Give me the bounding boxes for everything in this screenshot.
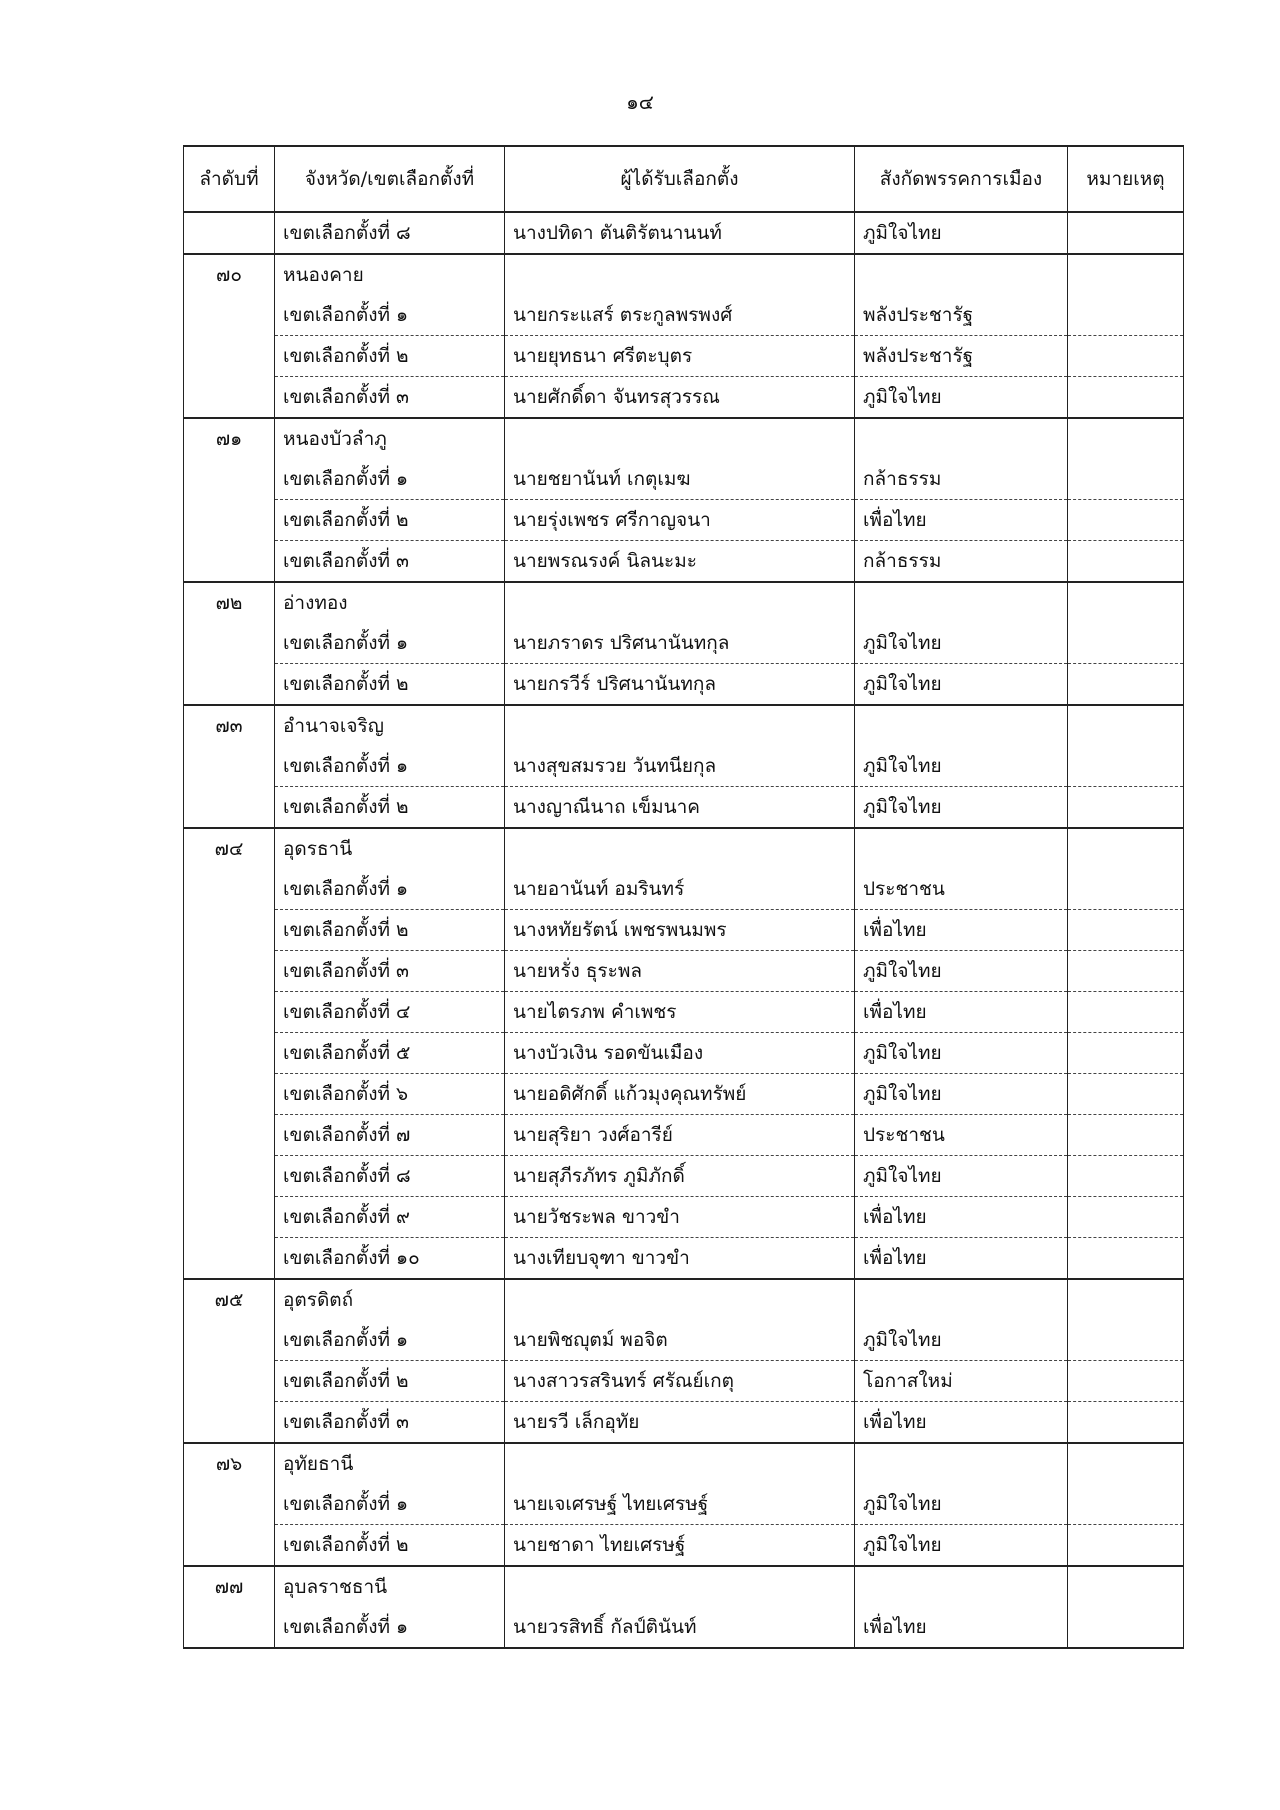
- row-number: [184, 787, 275, 829]
- note-cell: [1068, 1238, 1184, 1280]
- note-cell: [1068, 828, 1184, 869]
- elected-name: นายพรณรงค์ นิลนะมะ: [505, 541, 855, 583]
- election-results-table: [183, 145, 1184, 1649]
- province-name: อุดรธานี: [275, 828, 505, 869]
- province-name: อุบลราชธานี: [275, 1566, 505, 1607]
- district-row: [184, 541, 1184, 583]
- district-row: [184, 1197, 1184, 1238]
- district-row: [184, 1607, 1184, 1648]
- district-row: [184, 1156, 1184, 1197]
- table-header-row: [184, 146, 1184, 212]
- district-row: [184, 664, 1184, 706]
- note-cell: [1068, 1156, 1184, 1197]
- district-row: [184, 1033, 1184, 1074]
- district-label: เขตเลือกตั้งที่ ๒: [275, 1525, 505, 1567]
- district-row: [184, 787, 1184, 829]
- note-cell: [1068, 541, 1184, 583]
- elected-name: นายวรสิทธิ์ กัลป์ตินันท์: [505, 1607, 855, 1648]
- row-number: [184, 1361, 275, 1402]
- row-number: [184, 1525, 275, 1567]
- district-label: เขตเลือกตั้งที่ ๑: [275, 1320, 505, 1361]
- district-row: [184, 1115, 1184, 1156]
- district-row: [184, 951, 1184, 992]
- party-name: ภูมิใจไทย: [855, 1320, 1068, 1361]
- district-row: [184, 623, 1184, 664]
- elected-name: นายกระแสร์ ตระกูลพรพงศ์: [505, 295, 855, 336]
- party-name: ประชาชน: [855, 1115, 1068, 1156]
- note-cell: [1068, 1443, 1184, 1484]
- province-row: [184, 828, 1184, 869]
- elected-name: นายวัชระพล ขาวขำ: [505, 1197, 855, 1238]
- row-number: [184, 1074, 275, 1115]
- empty-cell: [505, 1566, 855, 1607]
- district-label: เขตเลือกตั้งที่ ๑: [275, 1607, 505, 1648]
- district-row: [184, 212, 1184, 254]
- district-label: เขตเลือกตั้งที่ ๔: [275, 992, 505, 1033]
- party-name: พลังประชารัฐ: [855, 295, 1068, 336]
- empty-cell: [505, 1443, 855, 1484]
- empty-cell: [505, 1279, 855, 1320]
- province-number: ๗๔: [184, 828, 275, 869]
- district-label: เขตเลือกตั้งที่ ๘: [275, 1156, 505, 1197]
- row-number: [184, 664, 275, 706]
- note-cell: [1068, 418, 1184, 459]
- note-cell: [1068, 1607, 1184, 1648]
- district-label: เขตเลือกตั้งที่ ๒: [275, 336, 505, 377]
- note-cell: [1068, 1033, 1184, 1074]
- header-no: ลำดับที่: [184, 146, 275, 212]
- note-cell: [1068, 910, 1184, 951]
- district-row: [184, 910, 1184, 951]
- note-cell: [1068, 1279, 1184, 1320]
- district-label: เขตเลือกตั้งที่ ๑: [275, 1484, 505, 1525]
- party-name: เพื่อไทย: [855, 1607, 1068, 1648]
- empty-cell: [855, 1279, 1068, 1320]
- row-number: [184, 1607, 275, 1648]
- party-name: เพื่อไทย: [855, 1402, 1068, 1444]
- page-number: ๑๔: [626, 90, 654, 114]
- note-cell: [1068, 1115, 1184, 1156]
- elected-name: นางสุขสมรวย วันทนียกุล: [505, 746, 855, 787]
- empty-cell: [855, 1566, 1068, 1607]
- party-name: เพื่อไทย: [855, 500, 1068, 541]
- district-label: เขตเลือกตั้งที่ ๓: [275, 951, 505, 992]
- district-label: เขตเลือกตั้งที่ ๓: [275, 1402, 505, 1444]
- note-cell: [1068, 336, 1184, 377]
- note-cell: [1068, 1320, 1184, 1361]
- elected-name: นายหรั่ง ธุระพล: [505, 951, 855, 992]
- party-name: โอกาสใหม่: [855, 1361, 1068, 1402]
- elected-name: นายอดิศักดิ์ แก้วมุงคุณทรัพย์: [505, 1074, 855, 1115]
- elected-name: นางหทัยรัตน์ เพชรพนมพร: [505, 910, 855, 951]
- empty-cell: [505, 828, 855, 869]
- district-row: [184, 1238, 1184, 1280]
- empty-cell: [505, 418, 855, 459]
- party-name: ภูมิใจไทย: [855, 1074, 1068, 1115]
- province-name: อ่างทอง: [275, 582, 505, 623]
- elected-name: นายชาดา ไทยเศรษฐ์: [505, 1525, 855, 1567]
- note-cell: [1068, 623, 1184, 664]
- party-name: กล้าธรรม: [855, 541, 1068, 583]
- district-label: เขตเลือกตั้งที่ ๒: [275, 910, 505, 951]
- province-name: หนองคาย: [275, 254, 505, 295]
- empty-cell: [855, 582, 1068, 623]
- elected-name: นายไตรภพ คำเพชร: [505, 992, 855, 1033]
- note-cell: [1068, 212, 1184, 254]
- province-number: ๗๒: [184, 582, 275, 623]
- party-name: พลังประชารัฐ: [855, 336, 1068, 377]
- district-label: เขตเลือกตั้งที่ ๒: [275, 1361, 505, 1402]
- party-name: เพื่อไทย: [855, 992, 1068, 1033]
- empty-cell: [505, 582, 855, 623]
- empty-cell: [855, 418, 1068, 459]
- elected-name: นายรุ่งเพชร ศรีกาญจนา: [505, 500, 855, 541]
- elected-name: นายชยานันท์ เกตุเมฆ: [505, 459, 855, 500]
- row-number: [184, 377, 275, 419]
- elected-name: นายเจเศรษฐ์ ไทยเศรษฐ์: [505, 1484, 855, 1525]
- party-name: ภูมิใจไทย: [855, 664, 1068, 706]
- elected-name: นายอานันท์ อมรินทร์: [505, 869, 855, 910]
- note-cell: [1068, 787, 1184, 829]
- party-name: ภูมิใจไทย: [855, 377, 1068, 419]
- row-number: [184, 992, 275, 1033]
- note-cell: [1068, 705, 1184, 746]
- party-name: เพื่อไทย: [855, 1238, 1068, 1280]
- row-number: [184, 746, 275, 787]
- district-label: เขตเลือกตั้งที่ ๑: [275, 869, 505, 910]
- district-label: เขตเลือกตั้งที่ ๖: [275, 1074, 505, 1115]
- row-number: [184, 1484, 275, 1525]
- district-row: [184, 336, 1184, 377]
- province-row: [184, 254, 1184, 295]
- party-name: ประชาชน: [855, 869, 1068, 910]
- note-cell: [1068, 377, 1184, 419]
- elected-name: นายยุทธนา ศรีตะบุตร: [505, 336, 855, 377]
- district-label: เขตเลือกตั้งที่ ๑: [275, 746, 505, 787]
- district-row: [184, 1320, 1184, 1361]
- province-number: ๗๕: [184, 1279, 275, 1320]
- party-name: ภูมิใจไทย: [855, 746, 1068, 787]
- district-row: [184, 1525, 1184, 1567]
- province-number: ๗๐: [184, 254, 275, 295]
- row-number: [184, 212, 275, 254]
- note-cell: [1068, 869, 1184, 910]
- district-row: [184, 295, 1184, 336]
- district-label: เขตเลือกตั้งที่ ๑: [275, 623, 505, 664]
- province-row: [184, 582, 1184, 623]
- district-row: [184, 746, 1184, 787]
- header-district: จังหวัด/เขตเลือกตั้งที่: [275, 146, 505, 212]
- party-name: ภูมิใจไทย: [855, 787, 1068, 829]
- note-cell: [1068, 295, 1184, 336]
- note-cell: [1068, 459, 1184, 500]
- elected-name: นางสาวรสรินทร์ ศรัณย์เกตุ: [505, 1361, 855, 1402]
- row-number: [184, 1320, 275, 1361]
- party-name: กล้าธรรม: [855, 459, 1068, 500]
- district-row: [184, 1402, 1184, 1444]
- province-number: ๗๖: [184, 1443, 275, 1484]
- row-number: [184, 1238, 275, 1280]
- elected-name: นายรวี เล็กอุทัย: [505, 1402, 855, 1444]
- district-label: เขตเลือกตั้งที่ ๘: [275, 212, 505, 254]
- district-label: เขตเลือกตั้งที่ ๒: [275, 500, 505, 541]
- elected-name: นายสุริยา วงศ์อารีย์: [505, 1115, 855, 1156]
- row-number: [184, 1402, 275, 1444]
- elected-name: นายภราดร ปริศนานันทกุล: [505, 623, 855, 664]
- row-number: [184, 1197, 275, 1238]
- note-cell: [1068, 992, 1184, 1033]
- province-name: หนองบัวลำภู: [275, 418, 505, 459]
- district-row: [184, 869, 1184, 910]
- elected-name: นางบัวเงิน รอดขันเมือง: [505, 1033, 855, 1074]
- party-name: เพื่อไทย: [855, 1197, 1068, 1238]
- empty-cell: [505, 705, 855, 746]
- row-number: [184, 295, 275, 336]
- party-name: ภูมิใจไทย: [855, 1484, 1068, 1525]
- note-cell: [1068, 1361, 1184, 1402]
- district-label: เขตเลือกตั้งที่ ๓: [275, 377, 505, 419]
- party-name: ภูมิใจไทย: [855, 1156, 1068, 1197]
- note-cell: [1068, 951, 1184, 992]
- district-row: [184, 1484, 1184, 1525]
- row-number: [184, 1156, 275, 1197]
- row-number: [184, 951, 275, 992]
- province-number: ๗๑: [184, 418, 275, 459]
- empty-cell: [855, 254, 1068, 295]
- note-cell: [1068, 1074, 1184, 1115]
- district-row: [184, 1074, 1184, 1115]
- row-number: [184, 541, 275, 583]
- note-cell: [1068, 664, 1184, 706]
- elected-name: นางเทียบจุฑา ขาวขำ: [505, 1238, 855, 1280]
- district-label: เขตเลือกตั้งที่ ๑: [275, 459, 505, 500]
- note-cell: [1068, 1197, 1184, 1238]
- province-name: อุทัยธานี: [275, 1443, 505, 1484]
- province-number: ๗๓: [184, 705, 275, 746]
- header-note: หมายเหตุ: [1068, 146, 1184, 212]
- elected-name: นางญาณีนาถ เข็มนาค: [505, 787, 855, 829]
- row-number: [184, 1115, 275, 1156]
- note-cell: [1068, 1402, 1184, 1444]
- party-name: ภูมิใจไทย: [855, 623, 1068, 664]
- party-name: ภูมิใจไทย: [855, 212, 1068, 254]
- district-label: เขตเลือกตั้งที่ ๓: [275, 541, 505, 583]
- row-number: [184, 500, 275, 541]
- province-row: [184, 418, 1184, 459]
- row-number: [184, 910, 275, 951]
- row-number: [184, 1033, 275, 1074]
- row-number: [184, 869, 275, 910]
- note-cell: [1068, 746, 1184, 787]
- district-row: [184, 1361, 1184, 1402]
- province-row: [184, 1443, 1184, 1484]
- province-row: [184, 705, 1184, 746]
- province-name: อำนาจเจริญ: [275, 705, 505, 746]
- empty-cell: [855, 828, 1068, 869]
- elected-name: นายพิชญุตม์ พอจิต: [505, 1320, 855, 1361]
- district-label: เขตเลือกตั้งที่ ๑: [275, 295, 505, 336]
- party-name: ภูมิใจไทย: [855, 1525, 1068, 1567]
- province-name: อุตรดิตถ์: [275, 1279, 505, 1320]
- note-cell: [1068, 500, 1184, 541]
- district-row: [184, 992, 1184, 1033]
- table-body: [184, 212, 1184, 1648]
- province-row: [184, 1279, 1184, 1320]
- district-row: [184, 500, 1184, 541]
- elected-name: นายศักดิ์ดา จันทรสุวรรณ: [505, 377, 855, 419]
- row-number: [184, 623, 275, 664]
- header-party: สังกัดพรรคการเมือง: [855, 146, 1068, 212]
- district-label: เขตเลือกตั้งที่ ๑๐: [275, 1238, 505, 1280]
- elected-name: นายสุภีรภัทร ภูมิภักดิ์: [505, 1156, 855, 1197]
- party-name: เพื่อไทย: [855, 910, 1068, 951]
- district-label: เขตเลือกตั้งที่ ๒: [275, 787, 505, 829]
- province-number: ๗๗: [184, 1566, 275, 1607]
- elected-name: นายกรวีร์ ปริศนานันทกุล: [505, 664, 855, 706]
- note-cell: [1068, 582, 1184, 623]
- empty-cell: [855, 1443, 1068, 1484]
- district-row: [184, 459, 1184, 500]
- empty-cell: [855, 705, 1068, 746]
- district-label: เขตเลือกตั้งที่ ๗: [275, 1115, 505, 1156]
- header-elected: ผู้ได้รับเลือกตั้ง: [505, 146, 855, 212]
- district-row: [184, 377, 1184, 419]
- elected-name: นางปทิดา ตันติรัตนานนท์: [505, 212, 855, 254]
- district-label: เขตเลือกตั้งที่ ๙: [275, 1197, 505, 1238]
- party-name: ภูมิใจไทย: [855, 1033, 1068, 1074]
- note-cell: [1068, 1484, 1184, 1525]
- note-cell: [1068, 254, 1184, 295]
- note-cell: [1068, 1525, 1184, 1567]
- note-cell: [1068, 1566, 1184, 1607]
- row-number: [184, 336, 275, 377]
- empty-cell: [505, 254, 855, 295]
- district-label: เขตเลือกตั้งที่ ๒: [275, 664, 505, 706]
- row-number: [184, 459, 275, 500]
- district-label: เขตเลือกตั้งที่ ๕: [275, 1033, 505, 1074]
- province-row: [184, 1566, 1184, 1607]
- party-name: ภูมิใจไทย: [855, 951, 1068, 992]
